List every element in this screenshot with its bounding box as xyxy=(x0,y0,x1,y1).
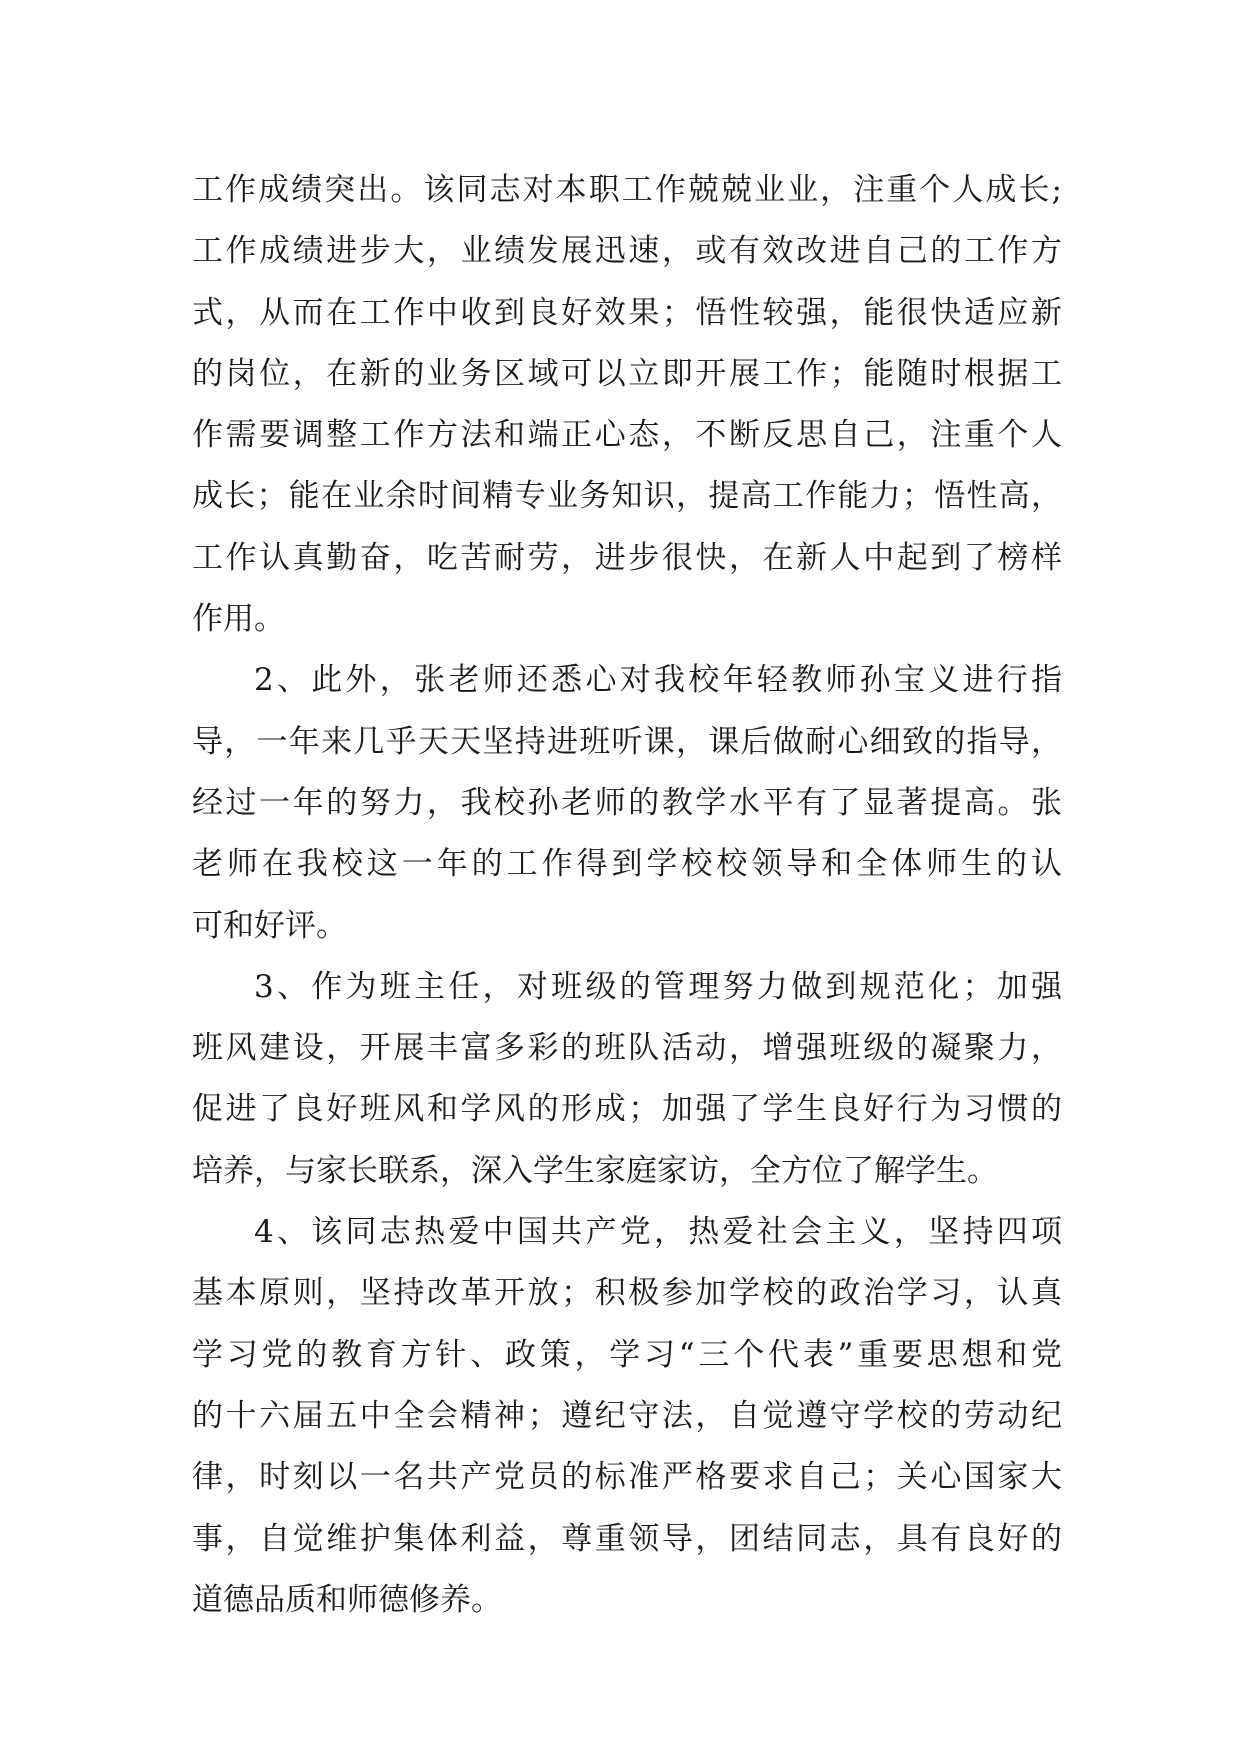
paragraph-item-2 xyxy=(192,650,1062,956)
text-line: 道德品质和师德修养。 xyxy=(192,1581,502,1618)
text-line: 3、作为班主任，对班级的管理努力做到规范化；加强 xyxy=(254,968,1062,1005)
text-line: 的岗位，在新的业务区域可以立即开展工作；能随时根据工 xyxy=(192,355,1062,392)
text-line: 工作成绩突出。该同志对本职工作兢兢业业，注重个人成长; xyxy=(192,172,1062,208)
text-line: 经过一年的努力，我校孙老师的教学水平有了显著提高。张 xyxy=(192,784,1062,821)
text-line: 可和好评。 xyxy=(192,907,347,944)
text-line: 的十六届五中全会精神；遵纪守法，自觉遵守学校的劳动纪 xyxy=(192,1397,1062,1434)
text-line: 培养，与家长联系，深入学生家庭家访，全方位了解学生。 xyxy=(192,1152,998,1189)
text-line: 成长；能在业余时间精专业务知识，提高工作能力；悟性高， xyxy=(192,478,1062,515)
text-line: 式，从而在工作中收到良好效果；悟性较强，能很快适应新 xyxy=(192,294,1062,331)
paragraph-work-performance xyxy=(192,160,1062,650)
text-line: 班风建设，开展丰富多彩的班队活动，增强班级的凝聚力， xyxy=(192,1030,1062,1067)
text-line: 老师在我校这一年的工作得到学校校领导和全体师生的认 xyxy=(192,846,1062,883)
paragraph-item-3 xyxy=(192,957,1062,1202)
text-line: 导，一年来几乎天天坚持进班听课，课后做耐心细致的指导， xyxy=(192,723,1062,760)
text-line: 工作认真勤奋，吃苦耐劳，进步很快，在新人中起到了榜样 xyxy=(192,539,1062,576)
text-line: 4、该同志热爱中国共产党，热爱社会主义，坚持四项 xyxy=(254,1214,1062,1251)
text-line: 2、此外，张老师还悉心对我校年轻教师孙宝义进行指 xyxy=(254,662,1062,699)
text-line: 学习党的教育方针、政策，学习“三个代表”重要思想和党 xyxy=(192,1336,1062,1373)
text-line: 事，自觉维护集体利益，尊重领导，团结同志，具有良好的 xyxy=(192,1520,1062,1557)
text-line: 基本原则，坚持改革开放；积极参加学校的政治学习，认真 xyxy=(192,1275,1062,1312)
text-line: 律，时刻以一名共产党员的标准严格要求自己；关心国家大 xyxy=(192,1459,1062,1496)
text-line: 促进了良好班风和学风的形成；加强了学生良好行为习惯的 xyxy=(192,1091,1062,1128)
text-line: 作用。 xyxy=(192,601,285,638)
text-line: 工作成绩进步大，业绩发展迅速，或有效改进自己的工作方 xyxy=(192,233,1062,270)
paragraph-item-4 xyxy=(192,1202,1062,1631)
text-line: 作需要调整工作方法和端正心态，不断反思自己，注重个人 xyxy=(192,417,1062,454)
document-body xyxy=(192,160,1062,1631)
